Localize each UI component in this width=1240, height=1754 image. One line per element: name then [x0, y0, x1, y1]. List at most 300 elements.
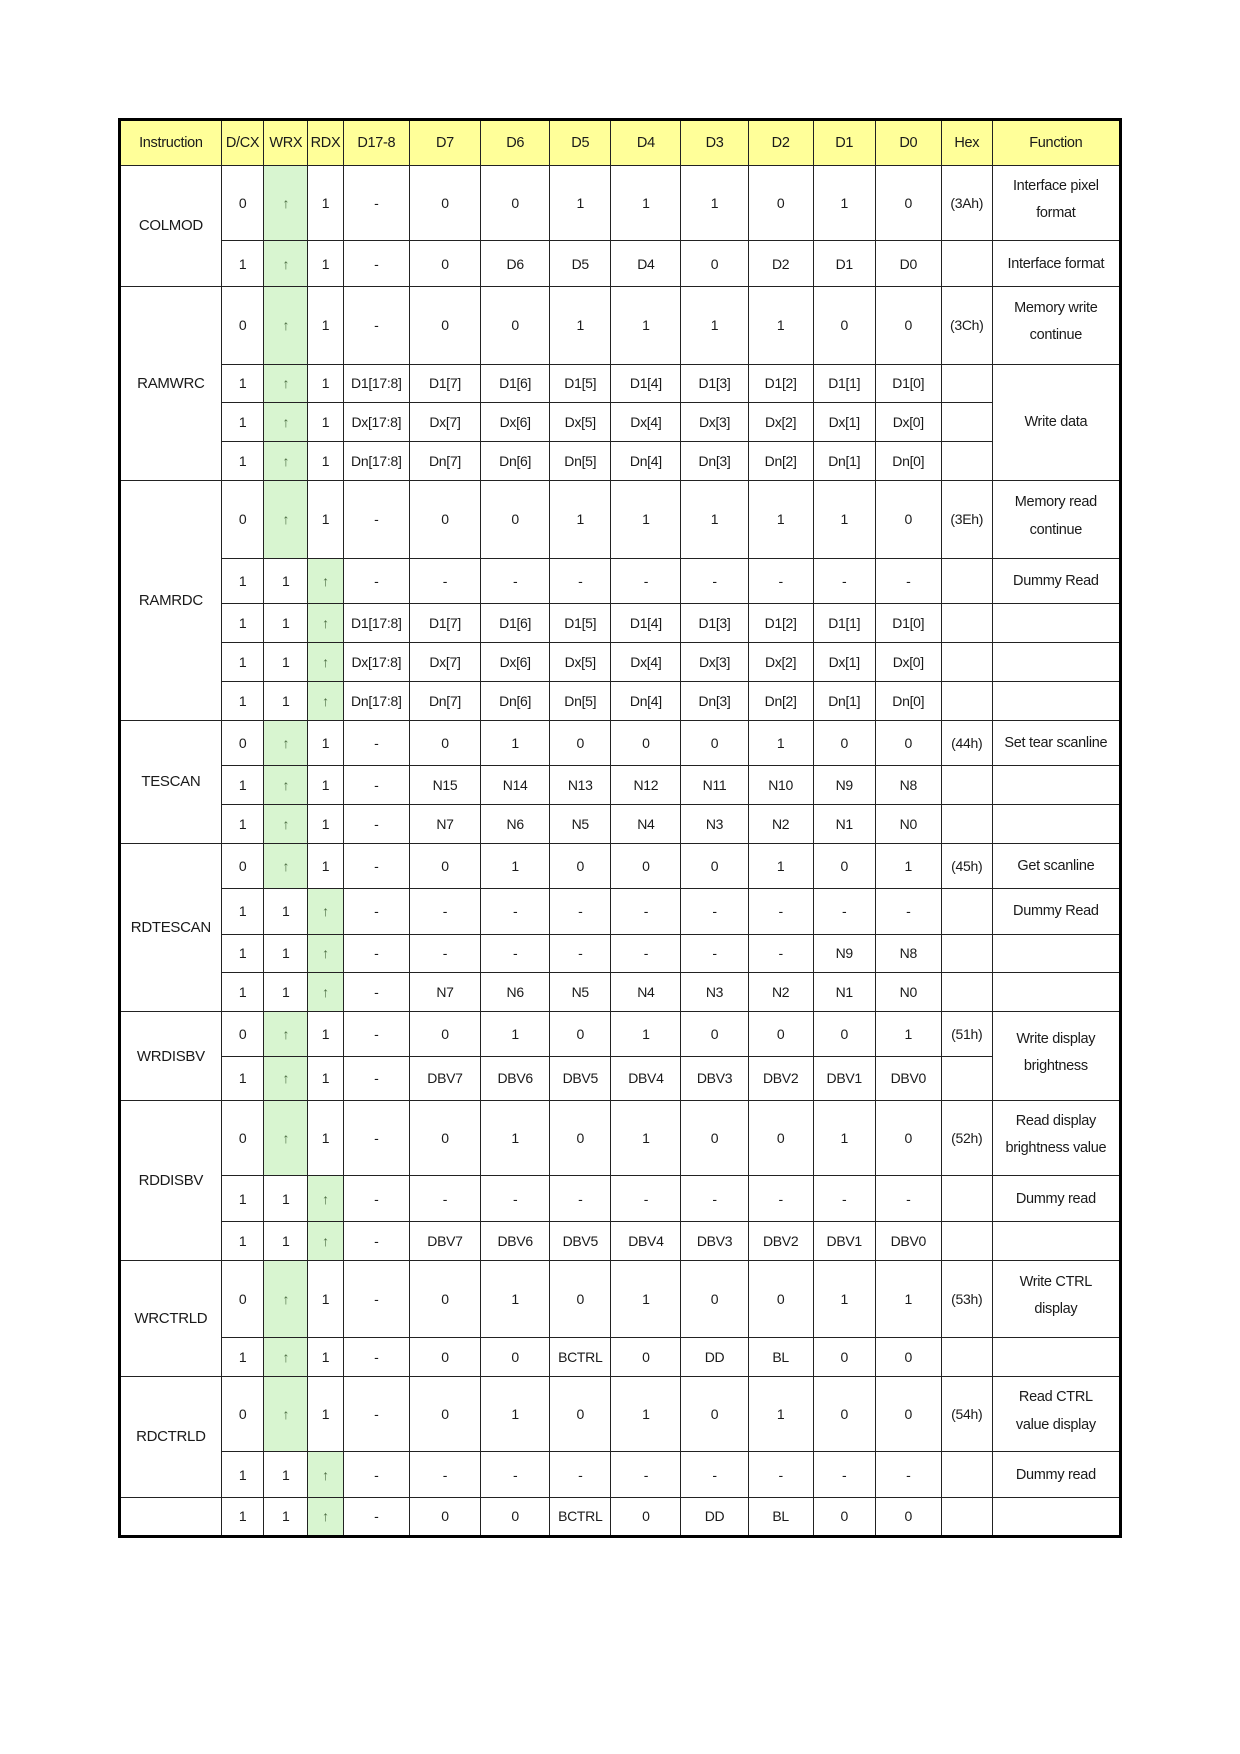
cell-hex [941, 1338, 992, 1377]
cell-dcx: 1 [221, 765, 264, 804]
header-wrx: WRX [264, 120, 308, 166]
table-row [120, 442, 1121, 481]
cell-d4: D4 [611, 241, 681, 286]
header-d17-8: D17-8 [343, 120, 409, 166]
cell-instruction: RDTESCAN [120, 843, 222, 1012]
function-text: Write CTRL display [1019, 1273, 1093, 1318]
cell-d3: - [681, 558, 748, 603]
cell-hex [941, 241, 992, 286]
cell-d2: BL [748, 1497, 813, 1536]
table-row [120, 1100, 1121, 1175]
cell-dcx: 1 [221, 804, 264, 843]
cell-d7: Dn[7] [409, 442, 480, 481]
cell-d17-8: - [343, 241, 409, 286]
function-text: Write display brightness [1016, 1030, 1096, 1075]
rising-edge-cell: ↑ [308, 642, 344, 681]
rising-edge-cell: ↑ [308, 1497, 344, 1536]
cell-d7: Dn[7] [409, 681, 480, 720]
cell-d6: N6 [481, 804, 550, 843]
cell-d7: 0 [409, 843, 480, 888]
cell-d0: 0 [875, 720, 941, 765]
cell-dcx: 1 [221, 1497, 264, 1536]
cell-d1: Dn[1] [813, 442, 875, 481]
cell-d1: 1 [813, 166, 875, 241]
cell-d7: - [409, 1176, 480, 1221]
cell-wrx: 1 [264, 642, 308, 681]
cell-d17-8: - [343, 1497, 409, 1536]
cell-d1: N1 [813, 973, 875, 1012]
cell-d7: DBV7 [409, 1221, 480, 1260]
cell-d0: D1[0] [875, 604, 941, 643]
header-hex: Hex [941, 120, 992, 166]
cell-hex: (54h) [941, 1377, 992, 1452]
cell-d2: - [748, 889, 813, 934]
cell-d2: 1 [748, 286, 813, 364]
cell-function [992, 804, 1120, 843]
cell-d2: Dx[2] [748, 403, 813, 442]
cell-d5: 0 [550, 1100, 611, 1175]
cell-instruction: COLMOD [120, 166, 222, 287]
cell-d7: N7 [409, 804, 480, 843]
cell-d6: D1[6] [481, 364, 550, 403]
cell-hex [941, 804, 992, 843]
cell-d3: Dx[3] [681, 642, 748, 681]
table-row [120, 681, 1121, 720]
cell-d1: Dx[1] [813, 403, 875, 442]
rising-edge-cell: ↑ [264, 1377, 308, 1452]
cell-d0: Dx[0] [875, 403, 941, 442]
cell-hex [941, 1452, 992, 1497]
cell-rdx: 1 [308, 720, 344, 765]
table-row [120, 765, 1121, 804]
cell-d2: Dn[2] [748, 681, 813, 720]
cell-d5: - [550, 889, 611, 934]
cell-d17-8: Dx[17:8] [343, 403, 409, 442]
rising-edge-cell: ↑ [264, 765, 308, 804]
cell-d5: - [550, 558, 611, 603]
cell-rdx: 1 [308, 166, 344, 241]
cell-dcx: 0 [221, 1012, 264, 1056]
cell-d7: 0 [409, 1497, 480, 1536]
cell-d3: 1 [681, 166, 748, 241]
cell-d5: 0 [550, 1012, 611, 1056]
cell-d3: DBV3 [681, 1056, 748, 1100]
cell-d7: 0 [409, 1377, 480, 1452]
cell-wrx: 1 [264, 681, 308, 720]
cell-d17-8: - [343, 1100, 409, 1175]
cell-d17-8: - [343, 720, 409, 765]
table-row [120, 286, 1121, 364]
cell-d1: - [813, 558, 875, 603]
rising-edge-cell: ↑ [308, 1221, 344, 1260]
cell-instruction: TESCAN [120, 720, 222, 843]
cell-d2: 0 [748, 166, 813, 241]
cell-d0: - [875, 1452, 941, 1497]
cell-d5: D5 [550, 241, 611, 286]
cell-d6: - [481, 934, 550, 973]
command-table [118, 118, 1122, 1538]
cell-function [992, 1221, 1120, 1260]
table-row [120, 843, 1121, 888]
cell-d2: 0 [748, 1100, 813, 1175]
cell-d7: Dx[7] [409, 642, 480, 681]
rising-edge-cell: ↑ [264, 480, 308, 558]
cell-d0: N8 [875, 765, 941, 804]
cell-d7: - [409, 889, 480, 934]
cell-d7: 0 [409, 241, 480, 286]
header-instruction: Instruction [120, 120, 222, 166]
cell-hex: (52h) [941, 1100, 992, 1175]
cell-d0: 0 [875, 1338, 941, 1377]
cell-d7: Dx[7] [409, 403, 480, 442]
cell-d17-8: - [343, 1221, 409, 1260]
cell-d4: Dn[4] [611, 442, 681, 481]
cell-d6: 1 [481, 1100, 550, 1175]
rising-edge-cell: ↑ [308, 1176, 344, 1221]
cell-d17-8: D1[17:8] [343, 364, 409, 403]
cell-d4: Dn[4] [611, 681, 681, 720]
cell-d4: N4 [611, 804, 681, 843]
table-row [120, 1497, 1121, 1536]
table-row [120, 604, 1121, 643]
cell-d1: - [813, 889, 875, 934]
cell-rdx: 1 [308, 241, 344, 286]
cell-d17-8: D1[17:8] [343, 604, 409, 643]
cell-d4: 1 [611, 1100, 681, 1175]
table-row [120, 480, 1121, 558]
cell-rdx: 1 [308, 480, 344, 558]
cell-dcx: 1 [221, 558, 264, 603]
cell-dcx: 1 [221, 973, 264, 1012]
cell-d6: 1 [481, 1377, 550, 1452]
cell-rdx: 1 [308, 765, 344, 804]
header-d4: D4 [611, 120, 681, 166]
cell-d7: DBV7 [409, 1056, 480, 1100]
cell-d2: D1[2] [748, 364, 813, 403]
cell-dcx: 0 [221, 480, 264, 558]
cell-instruction: RDDISBV [120, 1100, 222, 1260]
cell-d6: 1 [481, 843, 550, 888]
cell-rdx: 1 [308, 1056, 344, 1100]
cell-d3: 1 [681, 286, 748, 364]
cell-hex: (45h) [941, 843, 992, 888]
cell-d6: Dx[6] [481, 642, 550, 681]
cell-d7: D1[7] [409, 364, 480, 403]
cell-d3: DD [681, 1497, 748, 1536]
cell-d2: 0 [748, 1260, 813, 1338]
cell-function: Get scanline [992, 843, 1120, 888]
cell-d2: 1 [748, 843, 813, 888]
cell-d6: DBV6 [481, 1056, 550, 1100]
cell-d0: 0 [875, 480, 941, 558]
cell-hex [941, 558, 992, 603]
header-dcx: D/CX [221, 120, 264, 166]
cell-function [992, 1012, 1120, 1101]
rising-edge-cell: ↑ [308, 681, 344, 720]
cell-function: Dummy Read [992, 889, 1120, 934]
cell-d5: 0 [550, 1377, 611, 1452]
cell-hex: (51h) [941, 1012, 992, 1056]
rising-edge-cell: ↑ [264, 720, 308, 765]
rising-edge-cell: ↑ [264, 241, 308, 286]
cell-d4: 0 [611, 1497, 681, 1536]
cell-instruction: WRDISBV [120, 1012, 222, 1101]
cell-d17-8: - [343, 1260, 409, 1338]
cell-d3: Dx[3] [681, 403, 748, 442]
function-text: Interface pixel format [1012, 177, 1099, 222]
cell-d0: 0 [875, 166, 941, 241]
cell-function [992, 604, 1120, 643]
cell-d1: 0 [813, 1497, 875, 1536]
cell-d3: 0 [681, 1260, 748, 1338]
cell-rdx: 1 [308, 843, 344, 888]
cell-d2: - [748, 1176, 813, 1221]
cell-d3: 0 [681, 1377, 748, 1452]
table-row [120, 1338, 1121, 1377]
cell-d5: D1[5] [550, 364, 611, 403]
cell-d7: N7 [409, 973, 480, 1012]
cell-d7: 0 [409, 1012, 480, 1056]
table-row [120, 1176, 1121, 1221]
cell-d0: - [875, 1176, 941, 1221]
cell-d4: D1[4] [611, 364, 681, 403]
cell-dcx: 0 [221, 720, 264, 765]
cell-d3: 0 [681, 720, 748, 765]
cell-hex [941, 642, 992, 681]
cell-function [992, 1338, 1120, 1377]
cell-wrx: 1 [264, 604, 308, 643]
cell-hex: (3Eh) [941, 480, 992, 558]
cell-function: Dummy Read [992, 558, 1120, 603]
cell-d5: N13 [550, 765, 611, 804]
cell-d17-8: - [343, 1176, 409, 1221]
function-text: Read display brightness value [1005, 1112, 1107, 1157]
cell-d2: DBV2 [748, 1221, 813, 1260]
cell-dcx: 1 [221, 604, 264, 643]
cell-d6: - [481, 1176, 550, 1221]
cell-function: Dummy read [992, 1176, 1120, 1221]
cell-d0: 1 [875, 843, 941, 888]
cell-d7: 0 [409, 1260, 480, 1338]
cell-d3: DD [681, 1338, 748, 1377]
cell-d5: Dn[5] [550, 442, 611, 481]
cell-d4: 1 [611, 1377, 681, 1452]
cell-d3: D1[3] [681, 604, 748, 643]
cell-d0: Dn[0] [875, 681, 941, 720]
cell-d1: N9 [813, 934, 875, 973]
cell-d4: D1[4] [611, 604, 681, 643]
table-row [120, 364, 1121, 403]
cell-d7: 0 [409, 286, 480, 364]
function-text: Memory read continue [1014, 494, 1097, 538]
cell-d1: D1 [813, 241, 875, 286]
cell-d3: Dn[3] [681, 442, 748, 481]
rising-edge-cell: ↑ [264, 1012, 308, 1056]
cell-function [992, 1497, 1120, 1536]
cell-function [992, 1260, 1120, 1338]
cell-d5: 0 [550, 843, 611, 888]
cell-wrx: 1 [264, 973, 308, 1012]
cell-wrx: 1 [264, 1497, 308, 1536]
cell-d5: N5 [550, 973, 611, 1012]
cell-d7: - [409, 934, 480, 973]
cell-d4: - [611, 1452, 681, 1497]
cell-d17-8: - [343, 166, 409, 241]
cell-d5: 0 [550, 1260, 611, 1338]
table-row [120, 642, 1121, 681]
cell-dcx: 1 [221, 241, 264, 286]
cell-d6: 1 [481, 720, 550, 765]
rising-edge-cell: ↑ [264, 1260, 308, 1338]
cell-d17-8: Dn[17:8] [343, 681, 409, 720]
table-row [120, 934, 1121, 973]
cell-wrx: 1 [264, 889, 308, 934]
table-row [120, 1260, 1121, 1338]
cell-d2: 0 [748, 1012, 813, 1056]
cell-dcx: 1 [221, 642, 264, 681]
cell-d2: D2 [748, 241, 813, 286]
cell-hex [941, 1497, 992, 1536]
function-text: Memory write continue [1014, 299, 1098, 344]
cell-d7: 0 [409, 480, 480, 558]
cell-instruction: WRCTRLD [120, 1260, 222, 1376]
cell-d5: BCTRL [550, 1497, 611, 1536]
cell-wrx: 1 [264, 558, 308, 603]
cell-d3: N3 [681, 973, 748, 1012]
cell-d17-8: - [343, 1452, 409, 1497]
cell-d5: Dn[5] [550, 681, 611, 720]
cell-d2: - [748, 558, 813, 603]
cell-d17-8: - [343, 1012, 409, 1056]
cell-d6: 1 [481, 1012, 550, 1056]
cell-d1: 0 [813, 1012, 875, 1056]
cell-function: Dummy read [992, 1452, 1120, 1497]
cell-rdx: 1 [308, 403, 344, 442]
cell-function [992, 681, 1120, 720]
cell-d4: 1 [611, 480, 681, 558]
cell-d1: 0 [813, 1338, 875, 1377]
cell-d3: - [681, 934, 748, 973]
cell-rdx: 1 [308, 442, 344, 481]
cell-hex [941, 364, 992, 403]
cell-wrx: 1 [264, 1221, 308, 1260]
cell-d5: DBV5 [550, 1056, 611, 1100]
cell-d4: 0 [611, 1338, 681, 1377]
rising-edge-cell: ↑ [264, 843, 308, 888]
cell-dcx: 1 [221, 403, 264, 442]
cell-d6: Dn[6] [481, 442, 550, 481]
cell-dcx: 0 [221, 286, 264, 364]
cell-d2: N2 [748, 973, 813, 1012]
cell-wrx: 1 [264, 1452, 308, 1497]
cell-d0: 1 [875, 1260, 941, 1338]
cell-hex: (3Ch) [941, 286, 992, 364]
cell-d17-8: - [343, 1377, 409, 1452]
header-d3: D3 [681, 120, 748, 166]
cell-d0: Dx[0] [875, 642, 941, 681]
cell-wrx: 1 [264, 934, 308, 973]
cell-hex [941, 973, 992, 1012]
cell-d0: 0 [875, 1377, 941, 1452]
cell-d7: 0 [409, 166, 480, 241]
cell-rdx: 1 [308, 364, 344, 403]
cell-d7: 0 [409, 1100, 480, 1175]
table-row [120, 1221, 1121, 1260]
cell-instruction: RAMWRC [120, 286, 222, 480]
cell-d17-8: - [343, 843, 409, 888]
cell-d17-8: - [343, 973, 409, 1012]
cell-d2: D1[2] [748, 604, 813, 643]
cell-rdx: 1 [308, 1012, 344, 1056]
rising-edge-cell: ↑ [308, 558, 344, 603]
cell-d17-8: - [343, 480, 409, 558]
cell-hex: (53h) [941, 1260, 992, 1338]
cell-rdx: 1 [308, 1100, 344, 1175]
cell-d6: - [481, 889, 550, 934]
cell-d4: N4 [611, 973, 681, 1012]
cell-d0: 0 [875, 286, 941, 364]
cell-d3: 0 [681, 241, 748, 286]
cell-d1: 1 [813, 1100, 875, 1175]
cell-d0: D0 [875, 241, 941, 286]
cell-d1: - [813, 1452, 875, 1497]
cell-dcx: 1 [221, 1176, 264, 1221]
cell-d2: Dn[2] [748, 442, 813, 481]
cell-d5: 1 [550, 286, 611, 364]
cell-d4: DBV4 [611, 1056, 681, 1100]
cell-dcx: 0 [221, 1260, 264, 1338]
rising-edge-cell: ↑ [264, 1056, 308, 1100]
cell-d6: 0 [481, 1497, 550, 1536]
cell-wrx: 1 [264, 1176, 308, 1221]
cell-d4: DBV4 [611, 1221, 681, 1260]
cell-d0: 0 [875, 1100, 941, 1175]
cell-d6: 0 [481, 1338, 550, 1377]
cell-d5: N5 [550, 804, 611, 843]
function-text: Read CTRL value display [1015, 1388, 1096, 1433]
cell-hex [941, 889, 992, 934]
cell-d6: D1[6] [481, 604, 550, 643]
cell-d4: - [611, 889, 681, 934]
cell-hex [941, 1176, 992, 1221]
cell-dcx: 1 [221, 1221, 264, 1260]
cell-d4: Dx[4] [611, 403, 681, 442]
cell-d1: N1 [813, 804, 875, 843]
cell-d3: - [681, 1452, 748, 1497]
cell-d7: - [409, 558, 480, 603]
cell-d5: - [550, 1176, 611, 1221]
cell-d6: Dx[6] [481, 403, 550, 442]
cell-d5: 1 [550, 166, 611, 241]
table-row [120, 403, 1121, 442]
rising-edge-cell: ↑ [308, 973, 344, 1012]
cell-dcx: 1 [221, 1056, 264, 1100]
cell-dcx: 1 [221, 934, 264, 973]
cell-d7: D1[7] [409, 604, 480, 643]
cell-d17-8: - [343, 765, 409, 804]
cell-d4: 1 [611, 166, 681, 241]
cell-rdx: 1 [308, 1338, 344, 1377]
table-row [120, 889, 1121, 934]
cell-d17-8: - [343, 889, 409, 934]
cell-d1: DBV1 [813, 1056, 875, 1100]
cell-hex [941, 934, 992, 973]
cell-d3: 0 [681, 1100, 748, 1175]
header-function: Function [992, 120, 1120, 166]
cell-d0: N0 [875, 973, 941, 1012]
cell-d4: - [611, 934, 681, 973]
cell-d17-8: - [343, 286, 409, 364]
